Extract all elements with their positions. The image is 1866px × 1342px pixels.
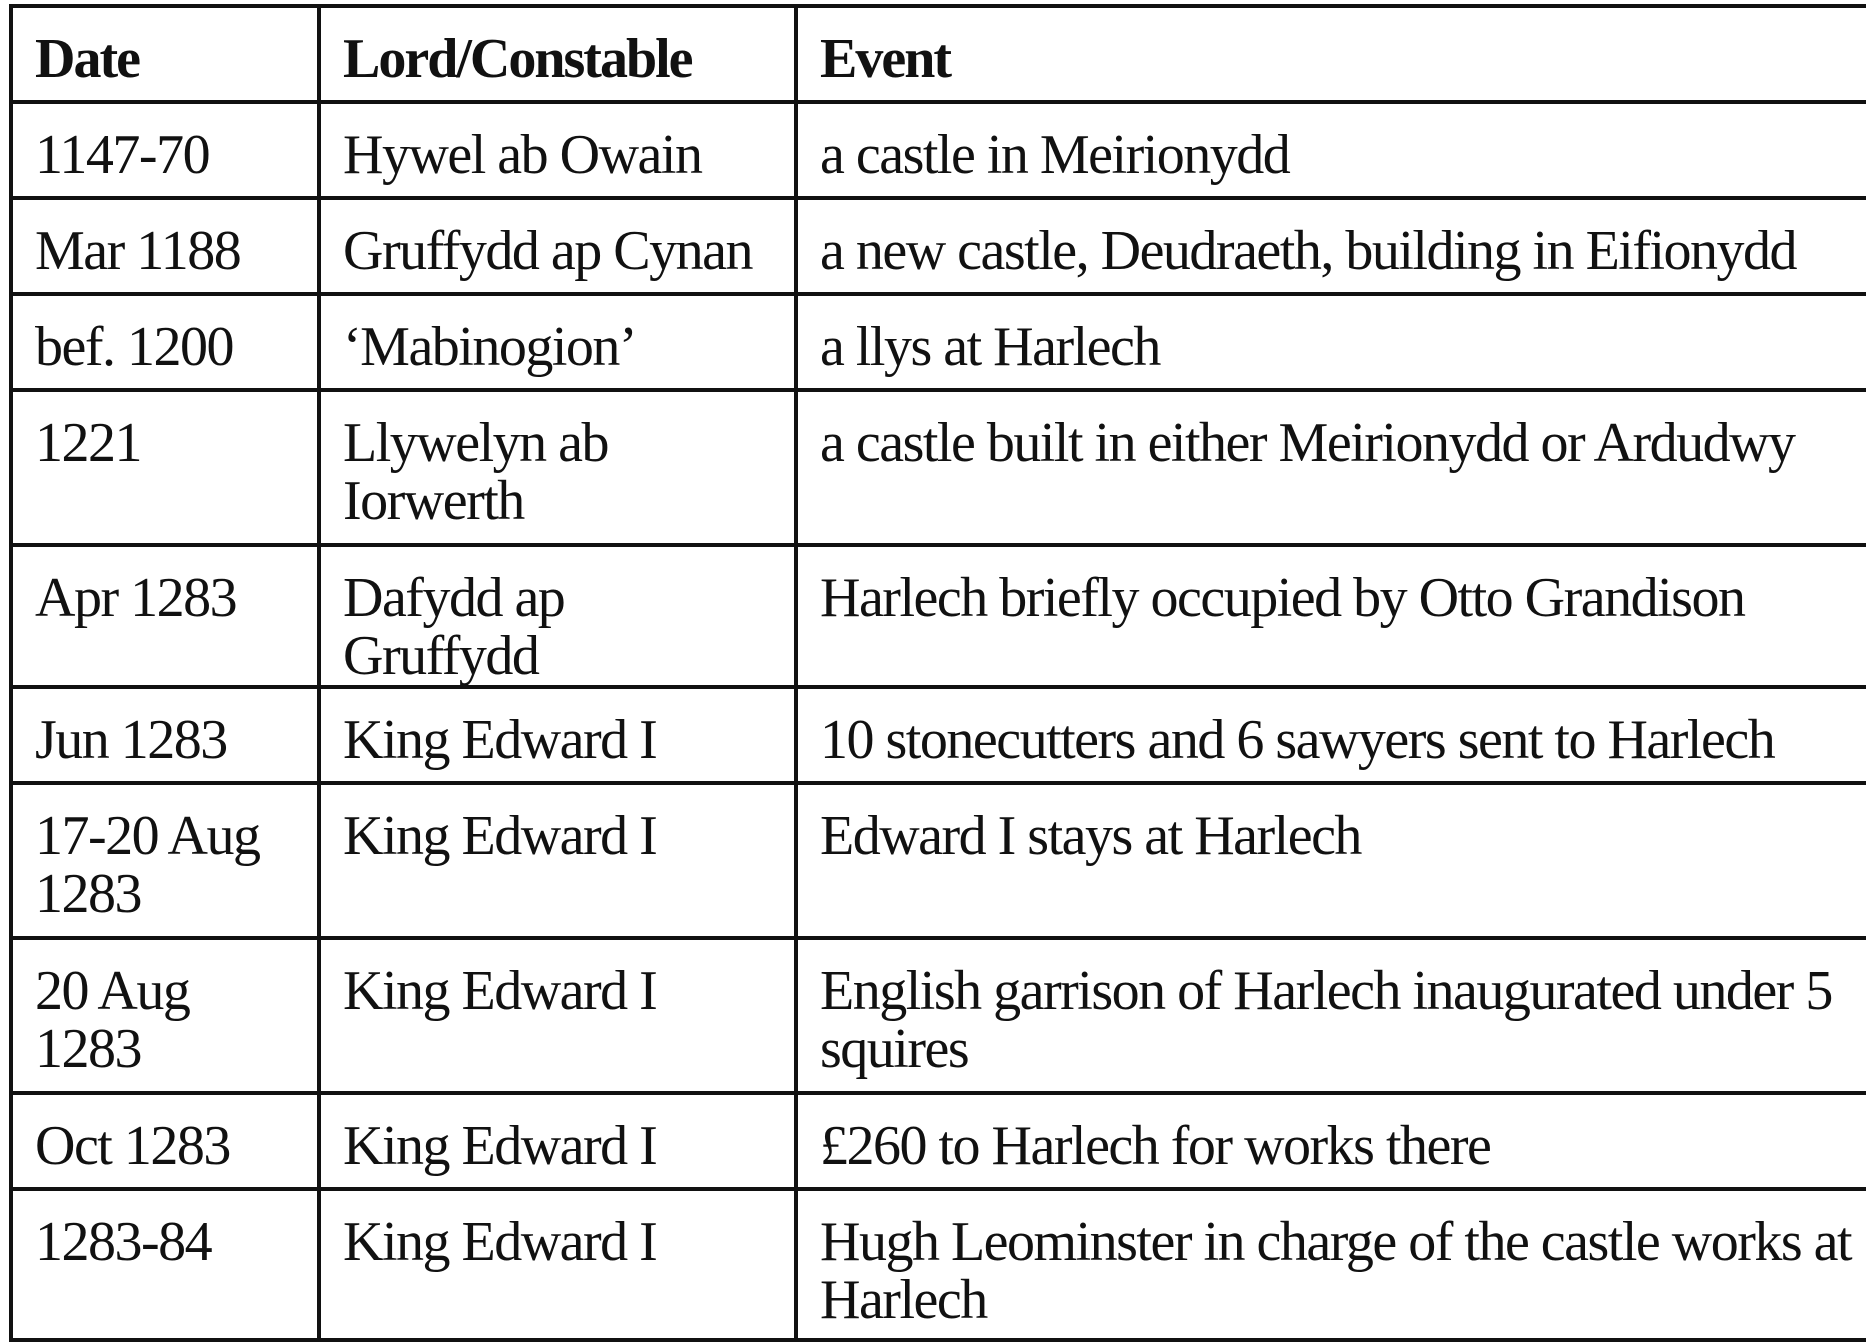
event-cell: English garrison of Harlech inaugurated under 5 squires <box>796 938 1866 1093</box>
event-cell: Edward I stays at Harlech <box>796 783 1866 938</box>
lord-cell: King Edward I <box>319 687 796 783</box>
date-cell: 1147-70 <box>11 102 319 198</box>
event-cell: Harlech briefly occupied by Otto Grandison <box>796 545 1866 687</box>
header-date: Date <box>11 6 319 102</box>
lord-cell: King Edward I <box>319 1189 796 1340</box>
date-cell: 1283-84 <box>11 1189 319 1340</box>
event-cell: a castle built in either Meirionydd or Ardudwy <box>796 390 1866 545</box>
lord-cell: King Edward I <box>319 1093 796 1189</box>
table-row <box>11 390 1866 545</box>
table-row <box>11 102 1866 198</box>
event-cell: 10 stonecutters and 6 sawyers sent to Harlech <box>796 687 1866 783</box>
lord-cell: Llywelyn ab Iorwerth <box>319 390 796 545</box>
lord-cell: Hywel ab Owain <box>319 102 796 198</box>
date-cell: Jun 1283 <box>11 687 319 783</box>
header-event: Event <box>796 6 1866 102</box>
event-cell: £260 to Harlech for works there <box>796 1093 1866 1189</box>
date-cell: 1221 <box>11 390 319 545</box>
table-row <box>11 1093 1866 1189</box>
table-row <box>11 545 1866 687</box>
lord-cell: ‘Mabinogion’ <box>319 294 796 390</box>
date-cell: 20 Aug 1283 <box>11 938 319 1093</box>
event-cell: a castle in Meirionydd <box>796 102 1866 198</box>
table-row <box>11 198 1866 294</box>
table-row <box>11 687 1866 783</box>
event-cell: a new castle, Deudraeth, building in Eifionydd <box>796 198 1866 294</box>
lord-cell: Dafydd ap Gruffydd <box>319 545 796 687</box>
table-row <box>11 938 1866 1093</box>
table-row <box>11 1189 1866 1340</box>
date-cell: 17-20 Aug 1283 <box>11 783 319 938</box>
lord-cell: Gruffydd ap Cynan <box>319 198 796 294</box>
table-row <box>11 294 1866 390</box>
lord-cell: King Edward I <box>319 783 796 938</box>
table-row <box>11 783 1866 938</box>
date-cell: Mar 1188 <box>11 198 319 294</box>
event-cell: Hugh Leominster in charge of the castle works at Harlech <box>796 1189 1866 1340</box>
date-cell: Oct 1283 <box>11 1093 319 1189</box>
event-cell: a llys at Harlech <box>796 294 1866 390</box>
date-cell: Apr 1283 <box>11 545 319 687</box>
lord-cell: King Edward I <box>319 938 796 1093</box>
date-cell: bef. 1200 <box>11 294 319 390</box>
header-row <box>11 6 1866 102</box>
harlech-chronology-table <box>9 4 1866 1342</box>
header-lord-constable: Lord/Constable <box>319 6 796 102</box>
